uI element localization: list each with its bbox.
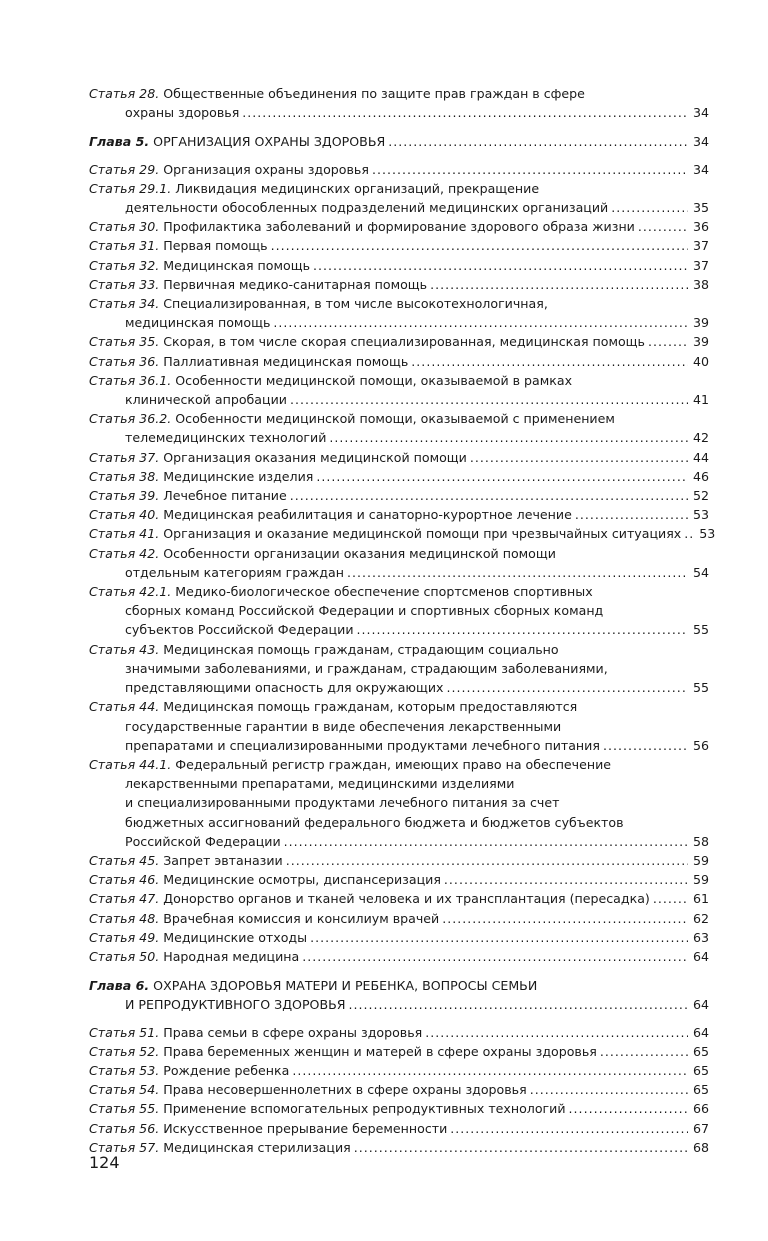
- entry-title: и специализированными продуктами лечебного питания за счет: [125, 795, 560, 811]
- toc-article: [89, 371, 709, 409]
- page-ref: 55: [692, 622, 709, 638]
- toc-line: [89, 889, 709, 908]
- article-number: Статья 42.1.: [89, 584, 172, 600]
- toc-line: [89, 774, 709, 793]
- toc-article: [89, 755, 709, 851]
- toc-article: [89, 486, 709, 505]
- article-number: Статья 45.: [89, 852, 160, 868]
- dot-leader: [286, 851, 688, 870]
- dot-leader: [292, 1061, 688, 1080]
- entry-title: Медицинская реабилитация и санаторно-курортное лечение: [163, 507, 572, 523]
- dot-leader: [648, 332, 688, 351]
- entry-title: Организация оказания медицинской помощи: [163, 449, 467, 465]
- article-number: Статья 57.: [89, 1139, 160, 1155]
- dot-leader: [470, 448, 688, 467]
- toc-line: [89, 103, 709, 122]
- article-number: Статья 36.2.: [89, 411, 172, 427]
- dot-leader: [638, 217, 688, 236]
- chapter-number: Глава 5.: [89, 134, 150, 150]
- page-ref: 66: [692, 1101, 709, 1117]
- toc-line: [89, 851, 709, 870]
- entry-title: деятельности обособленных подразделений медицинских организаций: [125, 200, 609, 216]
- article-number: Статья 50.: [89, 948, 160, 964]
- toc-article: [89, 909, 709, 928]
- toc-line: [89, 601, 709, 620]
- entry-title: Медицинские отходы: [163, 929, 308, 945]
- entry-title: Применение вспомогательных репродуктивных технологий: [163, 1101, 566, 1117]
- toc-line: [89, 640, 709, 659]
- toc-article: [89, 1023, 709, 1042]
- toc-line: [89, 236, 709, 255]
- article-number: Статья 32.: [89, 257, 160, 273]
- toc-line: [89, 1061, 709, 1080]
- dot-leader: [442, 909, 688, 928]
- toc-line: [89, 947, 709, 966]
- article-number: Статья 51.: [89, 1024, 160, 1040]
- toc-line: [89, 832, 709, 851]
- dot-leader: [290, 486, 688, 505]
- article-number: Статья 43.: [89, 641, 160, 657]
- article-number: Статья 53.: [89, 1062, 160, 1078]
- toc-line: [89, 659, 709, 678]
- toc-article: [89, 409, 709, 447]
- entry-title: Медицинская помощь: [163, 257, 310, 273]
- page-ref: 44: [692, 449, 709, 465]
- dot-leader: [430, 275, 688, 294]
- entry-title: Медицинские изделия: [163, 468, 314, 484]
- toc-line: [89, 505, 709, 524]
- toc-article: [89, 179, 709, 217]
- toc-line: [89, 793, 709, 812]
- toc-article: [89, 582, 709, 640]
- toc-line: [89, 717, 709, 736]
- entry-title: значимыми заболеваниями, и гражданам, страдающим заболеваниями,: [125, 660, 608, 676]
- page-ref: 65: [692, 1043, 709, 1059]
- toc-line: [89, 332, 709, 351]
- entry-title: Донорство органов и тканей человека и их трансплантация (пересадка): [163, 891, 650, 907]
- article-number: Статья 28.: [89, 86, 160, 101]
- entry-title: Лечебное питание: [163, 488, 287, 504]
- article-number: Статья 47.: [89, 891, 160, 907]
- article-number: Статья 49.: [89, 929, 160, 945]
- article-number: Статья 36.1.: [89, 372, 172, 388]
- page-ref: 64: [692, 1024, 709, 1040]
- toc-line: [89, 256, 709, 275]
- toc-article: [89, 467, 709, 486]
- dot-leader: [313, 256, 688, 275]
- page-ref: 37: [692, 238, 709, 254]
- dot-leader: [600, 1042, 688, 1061]
- entry-title: Права семьи в сфере охраны здоровья: [163, 1024, 423, 1040]
- entry-title: Организация охраны здоровья: [163, 161, 369, 177]
- toc-article: [89, 294, 709, 332]
- toc-line: [89, 1023, 709, 1042]
- entry-title: Рождение ребенка: [163, 1062, 290, 1078]
- toc-line: [89, 390, 709, 409]
- page-ref: 55: [692, 680, 709, 696]
- page-ref: 68: [692, 1139, 709, 1155]
- entry-title: Первичная медико-санитарная помощь: [163, 276, 428, 292]
- toc-chapter: [89, 976, 709, 1014]
- toc-line: [89, 697, 709, 716]
- toc-article: [89, 1119, 709, 1138]
- article-number: Статья 37.: [89, 449, 160, 465]
- toc-chapter: [89, 132, 709, 151]
- toc-article: [89, 544, 709, 582]
- entry-title: Организация и оказание медицинской помощи при чрезвычайных ситуациях: [163, 526, 682, 542]
- article-number: Статья 48.: [89, 910, 160, 926]
- entry-title: Общественные объединения по защите прав граждан в сфере: [163, 86, 585, 101]
- toc-article: [89, 332, 709, 351]
- page-ref: 65: [692, 1082, 709, 1098]
- toc-line: [89, 84, 709, 103]
- page-ref: 34: [692, 134, 709, 150]
- toc-line: [89, 1099, 709, 1118]
- toc-article: [89, 889, 709, 908]
- toc-line: [89, 813, 709, 832]
- toc-line: [89, 132, 709, 151]
- article-number: Статья 44.: [89, 699, 160, 715]
- page-ref: 39: [692, 334, 709, 350]
- entry-title: Паллиативная медицинская помощь: [163, 353, 409, 369]
- page-ref: 36: [692, 219, 709, 235]
- toc-line: [89, 736, 709, 755]
- page-ref: 64: [692, 948, 709, 964]
- dot-leader: [411, 352, 688, 371]
- toc-article: [89, 256, 709, 275]
- toc-line: [89, 620, 709, 639]
- toc-article: [89, 1042, 709, 1061]
- dot-leader: [653, 889, 688, 908]
- entry-title: Медико-биологическое обеспечение спортсменов спортивных: [175, 584, 593, 600]
- dot-leader: [271, 236, 688, 255]
- entry-title: Медицинская помощь гражданам, которым предоставляются: [163, 699, 578, 715]
- article-number: Статья 40.: [89, 507, 160, 523]
- page-ref: 40: [692, 353, 709, 369]
- page-ref: 67: [692, 1120, 709, 1136]
- toc-article: [89, 217, 709, 236]
- page-ref: 39: [692, 315, 709, 331]
- toc-article: [89, 870, 709, 889]
- entry-title: Права несовершеннолетних в сфере охраны здоровья: [163, 1082, 527, 1098]
- entry-title: Скорая, в том числе скорая специализированная, медицинская помощь: [163, 334, 645, 350]
- page-ref: 64: [692, 997, 709, 1013]
- toc-line: [89, 352, 709, 371]
- article-number: Статья 52.: [89, 1043, 160, 1059]
- entry-title: Первая помощь: [163, 238, 268, 254]
- entry-title: Особенности медицинской помощи, оказываемой с применением: [175, 411, 615, 427]
- entry-title: Медицинская помощь гражданам, страдающим социально: [163, 641, 559, 657]
- toc-line: [89, 544, 709, 563]
- dot-leader: [290, 390, 688, 409]
- entry-title: лекарственными препаратами, медицинскими изделиями: [125, 776, 515, 792]
- dot-leader: [349, 995, 688, 1014]
- article-number: Статья 35.: [89, 334, 160, 350]
- dot-leader: [447, 678, 688, 697]
- toc-article: [89, 275, 709, 294]
- article-number: Статья 54.: [89, 1082, 160, 1098]
- toc-article: [89, 160, 709, 179]
- toc-article: [89, 1061, 709, 1080]
- dot-leader: [310, 928, 688, 947]
- toc-line: [89, 160, 709, 179]
- toc-line: [89, 909, 709, 928]
- toc-line: [89, 486, 709, 505]
- toc-article: [89, 928, 709, 947]
- entry-title: Искусственное прерывание беременности: [163, 1120, 448, 1136]
- page-ref: 56: [692, 737, 709, 753]
- article-number: Статья 29.1.: [89, 180, 172, 196]
- page-ref: 34: [692, 161, 709, 177]
- entry-title: субъектов Российской Федерации: [125, 622, 354, 638]
- dot-leader: [354, 1138, 688, 1157]
- article-number: Статья 33.: [89, 276, 160, 292]
- entry-title: Права беременных женщин и матерей в сфере охраны здоровья: [163, 1043, 597, 1059]
- toc-article: [89, 448, 709, 467]
- page-ref: 38: [692, 276, 709, 292]
- entry-title: отдельным категориям граждан: [125, 564, 344, 580]
- dot-leader: [444, 870, 688, 889]
- dot-leader: [684, 524, 694, 543]
- entry-title: Медицинские осмотры, диспансеризация: [163, 872, 441, 888]
- page-ref: 42: [692, 430, 709, 446]
- toc-line: [89, 1080, 709, 1099]
- toc-line: [89, 678, 709, 697]
- entry-title: Российской Федерации: [125, 833, 281, 849]
- toc-line: [89, 198, 709, 217]
- dot-leader: [388, 132, 688, 151]
- toc-article: [89, 1080, 709, 1099]
- dot-leader: [242, 103, 688, 122]
- article-number: Статья 44.1.: [89, 756, 172, 772]
- page-ref: 52: [692, 488, 709, 504]
- entry-title: Врачебная комиссия и консилиум врачей: [163, 910, 440, 926]
- article-number: Статья 34.: [89, 296, 160, 312]
- toc-line: [89, 275, 709, 294]
- entry-title: телемедицинских технологий: [125, 430, 327, 446]
- toc-article: [89, 524, 716, 543]
- toc-article: [89, 236, 709, 255]
- page-ref: 46: [692, 468, 709, 484]
- dot-leader: [284, 832, 688, 851]
- entry-title: сборных команд Российской Федерации и спортивных сборных команд: [125, 603, 604, 619]
- page-ref: 53: [699, 526, 716, 542]
- entry-title: препаратами и специализированными продуктами лечебного питания: [125, 737, 600, 753]
- entry-title: И РЕПРОДУКТИВНОГО ЗДОРОВЬЯ: [125, 997, 346, 1013]
- toc-article: [89, 947, 709, 966]
- article-number: Статья 31.: [89, 238, 160, 254]
- toc-line: [89, 217, 709, 236]
- toc-line: [89, 448, 709, 467]
- page-ref: 58: [692, 833, 709, 849]
- toc-article: [89, 697, 709, 755]
- toc-article: [89, 1099, 709, 1118]
- entry-title: Народная медицина: [163, 948, 300, 964]
- toc-line: [89, 870, 709, 889]
- entry-title: охраны здоровья: [125, 105, 240, 121]
- dot-leader: [357, 620, 688, 639]
- toc-line: [89, 1138, 709, 1157]
- dot-leader: [329, 428, 688, 447]
- article-number: Статья 29.: [89, 161, 160, 177]
- entry-title: Федеральный регистр граждан, имеющих право на обеспечение: [175, 756, 612, 772]
- entry-title: государственные гарантии в виде обеспечения лекарственными: [125, 718, 562, 734]
- entry-title: представляющими опасность для окружающих: [125, 680, 444, 696]
- page-ref: 37: [692, 257, 709, 273]
- page-number: 124: [89, 1153, 120, 1172]
- toc-line: [89, 524, 716, 543]
- dot-leader: [603, 736, 688, 755]
- toc-article: [89, 640, 709, 698]
- toc-line: [89, 976, 709, 995]
- entry-title: Запрет эвтаназии: [163, 852, 283, 868]
- page-ref: 63: [692, 929, 709, 945]
- toc-line: [89, 179, 709, 198]
- entry-title: бюджетных ассигнований федерального бюджета и бюджетов субъектов: [125, 814, 624, 830]
- dot-leader: [302, 947, 688, 966]
- dot-leader: [575, 505, 688, 524]
- dot-leader: [273, 313, 688, 332]
- toc-line: [89, 467, 709, 486]
- article-number: Статья 55.: [89, 1101, 160, 1117]
- dot-leader: [372, 160, 688, 179]
- table-of-contents: [89, 84, 716, 1157]
- dot-leader: [347, 563, 688, 582]
- dot-leader: [569, 1099, 688, 1118]
- article-number: Статья 42.: [89, 545, 160, 561]
- article-number: Статья 39.: [89, 488, 160, 504]
- entry-title: Ликвидация медицинских организаций, прекращение: [175, 180, 540, 196]
- toc-line: [89, 371, 709, 390]
- article-number: Статья 38.: [89, 468, 160, 484]
- dot-leader: [450, 1119, 688, 1138]
- toc-line: [89, 409, 709, 428]
- entry-title: Особенности медицинской помощи, оказываемой в рамках: [175, 372, 573, 388]
- toc-line: [89, 313, 709, 332]
- page-ref: 62: [692, 910, 709, 926]
- entry-title: Профилактика заболеваний и формирование здорового образа жизни: [163, 219, 635, 235]
- page-ref: 41: [692, 392, 709, 408]
- chapter-number: Глава 6.: [89, 978, 150, 994]
- toc-line: [89, 1119, 709, 1138]
- toc-article: [89, 851, 709, 870]
- toc-line: [89, 563, 709, 582]
- article-number: Статья 41.: [89, 526, 160, 542]
- article-number: Статья 30.: [89, 219, 160, 235]
- entry-title: ОРГАНИЗАЦИЯ ОХРАНЫ ЗДОРОВЬЯ: [153, 134, 386, 150]
- entry-title: медицинская помощь: [125, 315, 271, 331]
- entry-title: Специализированная, в том числе высокотехнологичная,: [163, 296, 548, 312]
- entry-title: Медицинская стерилизация: [163, 1139, 351, 1155]
- toc-article: [89, 84, 709, 122]
- dot-leader: [316, 467, 688, 486]
- toc-line: [89, 1042, 709, 1061]
- toc-article: [89, 1138, 709, 1157]
- article-number: Статья 56.: [89, 1120, 160, 1136]
- toc-article: [89, 352, 709, 371]
- toc-line: [89, 928, 709, 947]
- article-number: Статья 46.: [89, 872, 160, 888]
- dot-leader: [611, 198, 688, 217]
- toc-line: [89, 995, 709, 1014]
- toc-line: [89, 294, 709, 313]
- article-number: Статья 36.: [89, 353, 160, 369]
- toc-line: [89, 428, 709, 447]
- dot-leader: [530, 1080, 688, 1099]
- entry-title: Особенности организации оказания медицинской помощи: [163, 545, 556, 561]
- page-ref: 61: [692, 891, 709, 907]
- page-ref: 65: [692, 1062, 709, 1078]
- page-ref: 35: [692, 200, 709, 216]
- entry-title: клинической апробации: [125, 392, 287, 408]
- page-ref: 59: [692, 872, 709, 888]
- page-ref: 53: [692, 507, 709, 523]
- dot-leader: [425, 1023, 688, 1042]
- page-ref: 34: [692, 105, 709, 121]
- toc-line: [89, 582, 709, 601]
- toc-line: [89, 755, 709, 774]
- entry-title: ОХРАНА ЗДОРОВЬЯ МАТЕРИ И РЕБЕНКА, ВОПРОСЫ СЕМЬИ: [153, 978, 538, 994]
- page-ref: 54: [692, 564, 709, 580]
- toc-article: [89, 505, 709, 524]
- page-ref: 59: [692, 852, 709, 868]
